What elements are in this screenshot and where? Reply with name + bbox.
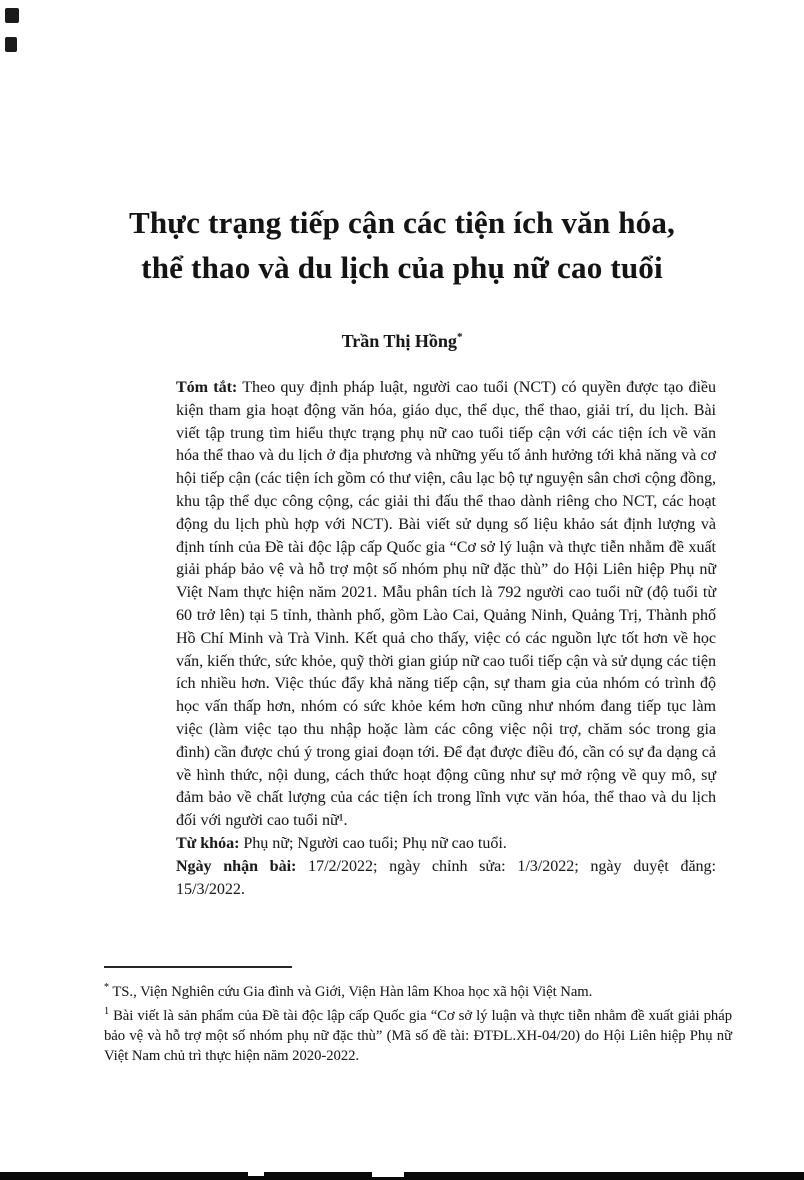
author-line (0, 331, 804, 352)
scan-artifact-mark (5, 8, 19, 23)
footnote-divider (104, 966, 292, 968)
paper-title-line-1: Thực trạng tiếp cận các tiện ích văn hóa, (128, 205, 676, 240)
abstract-text: Theo quy định pháp luật, người cao tuổi (NCT) có quyền được tạo điều kiện tham gia hoạt động văn hóa, giáo dục, thể dục, thể thao, giải trí, du lịch. Bài viết tập trung tìm hiểu thực trạng phụ nữ cao tuổi tiếp cận với các tiện ích về văn hóa thể thao và du lịch ở địa phương và những yếu tố ảnh hưởng tới khả năng và cơ hội tiếp cận (các tiện ích gồm có thư viện, câu lạc bộ tự nguyện sân chơi cộng đồng, khu tập thể dục công cộng, các giải thi đấu thể thao dành riêng cho NCT, các hoạt động du lịch phù hợp với NCT). Bài viết sử dụng số liệu khảo sát định lượng và định tính của Đề tài độc lập cấp Quốc gia “Cơ sở lý luận và thực tiễn nhằm đề xuất giải pháp bảo vệ và hỗ trợ một số nhóm phụ nữ đặc thù” do Hội Liên hiệp Phụ nữ Việt Nam thực hiện năm 2021. Mẫu phân tích là 792 người cao tuổi nữ (độ tuổi từ 60 trở lên) tại 5 tỉnh, thành phố, gồm Lào Cai, Quảng Ninh, Quảng Trị, Thành phố Hồ Chí Minh và Trà Vinh. Kết quả cho thấy, việc có các nguồn lực tốt hơn về học vấn, kiến thức, sức khỏe, quỹ thời gian giúp nữ cao tuổi tiếp cận và sử dụng các tiện ích nhiều hơn. Việc thúc đẩy khả năng tiếp cận, sự tham gia của nhóm có trình độ học vấn thấp hơn, nhóm có sức khỏe kém hơn cũng như nhóm đang tiếp tục làm việc (làm việc tạo thu nhập hoặc làm các công việc nội trợ, chăm sóc trong gia đình) cần được chú ý trong giai đoạn tới. Để đạt được điều đó, cần có sự đa dạng cả về hình thức, nội dung, cách thức hoạt động cũng như sự mở rộng về quy mô, sự đảm bảo về chất lượng của các tiện ích trong lĩnh vực văn hóa, thể thao và du lịch đối với người cao tuổi nữ¹. (176, 379, 717, 830)
keywords-paragraph (176, 833, 716, 856)
keywords-label: Từ khóa: (176, 834, 240, 852)
footnote-project (104, 1002, 732, 1066)
author-name: Trần Thị Hồng (341, 331, 457, 351)
dates-line-1 (176, 856, 716, 879)
author-footnote-marker: * (456, 331, 463, 343)
dates-text: 17/2/2022; ngày chỉnh sửa: 1/3/2022; ngày duyệt đăng: (308, 857, 716, 875)
footnote-marker-1: 1 (104, 1005, 109, 1017)
footnote-affiliation (104, 978, 732, 1002)
footnote-project-text: Bài viết là sản phẩm của Đề tài độc lập cấp Quốc gia “Cơ sở lý luận và thực tiễn nhằm đề xuất giải pháp bảo vệ và hỗ trợ một số nhóm phụ nữ đặc thù” (Mã số đề tài: ĐTĐL.XH-04/20) do Hội Liên hiệp Phụ nữ Việt Nam chủ trì thực hiện năm 2020-2022. (104, 1007, 733, 1064)
abstract-paragraph (176, 377, 716, 833)
dates-line-2: 15/3/2022. (176, 880, 245, 898)
abstract-block (176, 377, 716, 901)
paper-title (0, 200, 804, 290)
paper-title-line-2: thể thao và du lịch của phụ nữ cao tuổi (141, 250, 663, 285)
dates-label: Ngày nhận bài: (176, 857, 297, 875)
abstract-label: Tóm tắt: (176, 379, 238, 396)
scan-edge-notch (248, 1172, 264, 1176)
scan-edge-notch (372, 1172, 404, 1177)
footnote-area (104, 966, 732, 1066)
footnote-affiliation-text: TS., Viện Nghiên cứu Gia đình và Giới, Viện Hàn lâm Khoa học xã hội Việt Nam. (112, 983, 593, 1000)
scan-artifact-mark (5, 37, 17, 52)
keywords-text: Phụ nữ; Người cao tuổi; Phụ nữ cao tuổi. (243, 834, 507, 852)
footnote-marker-asterisk: * (104, 982, 109, 993)
